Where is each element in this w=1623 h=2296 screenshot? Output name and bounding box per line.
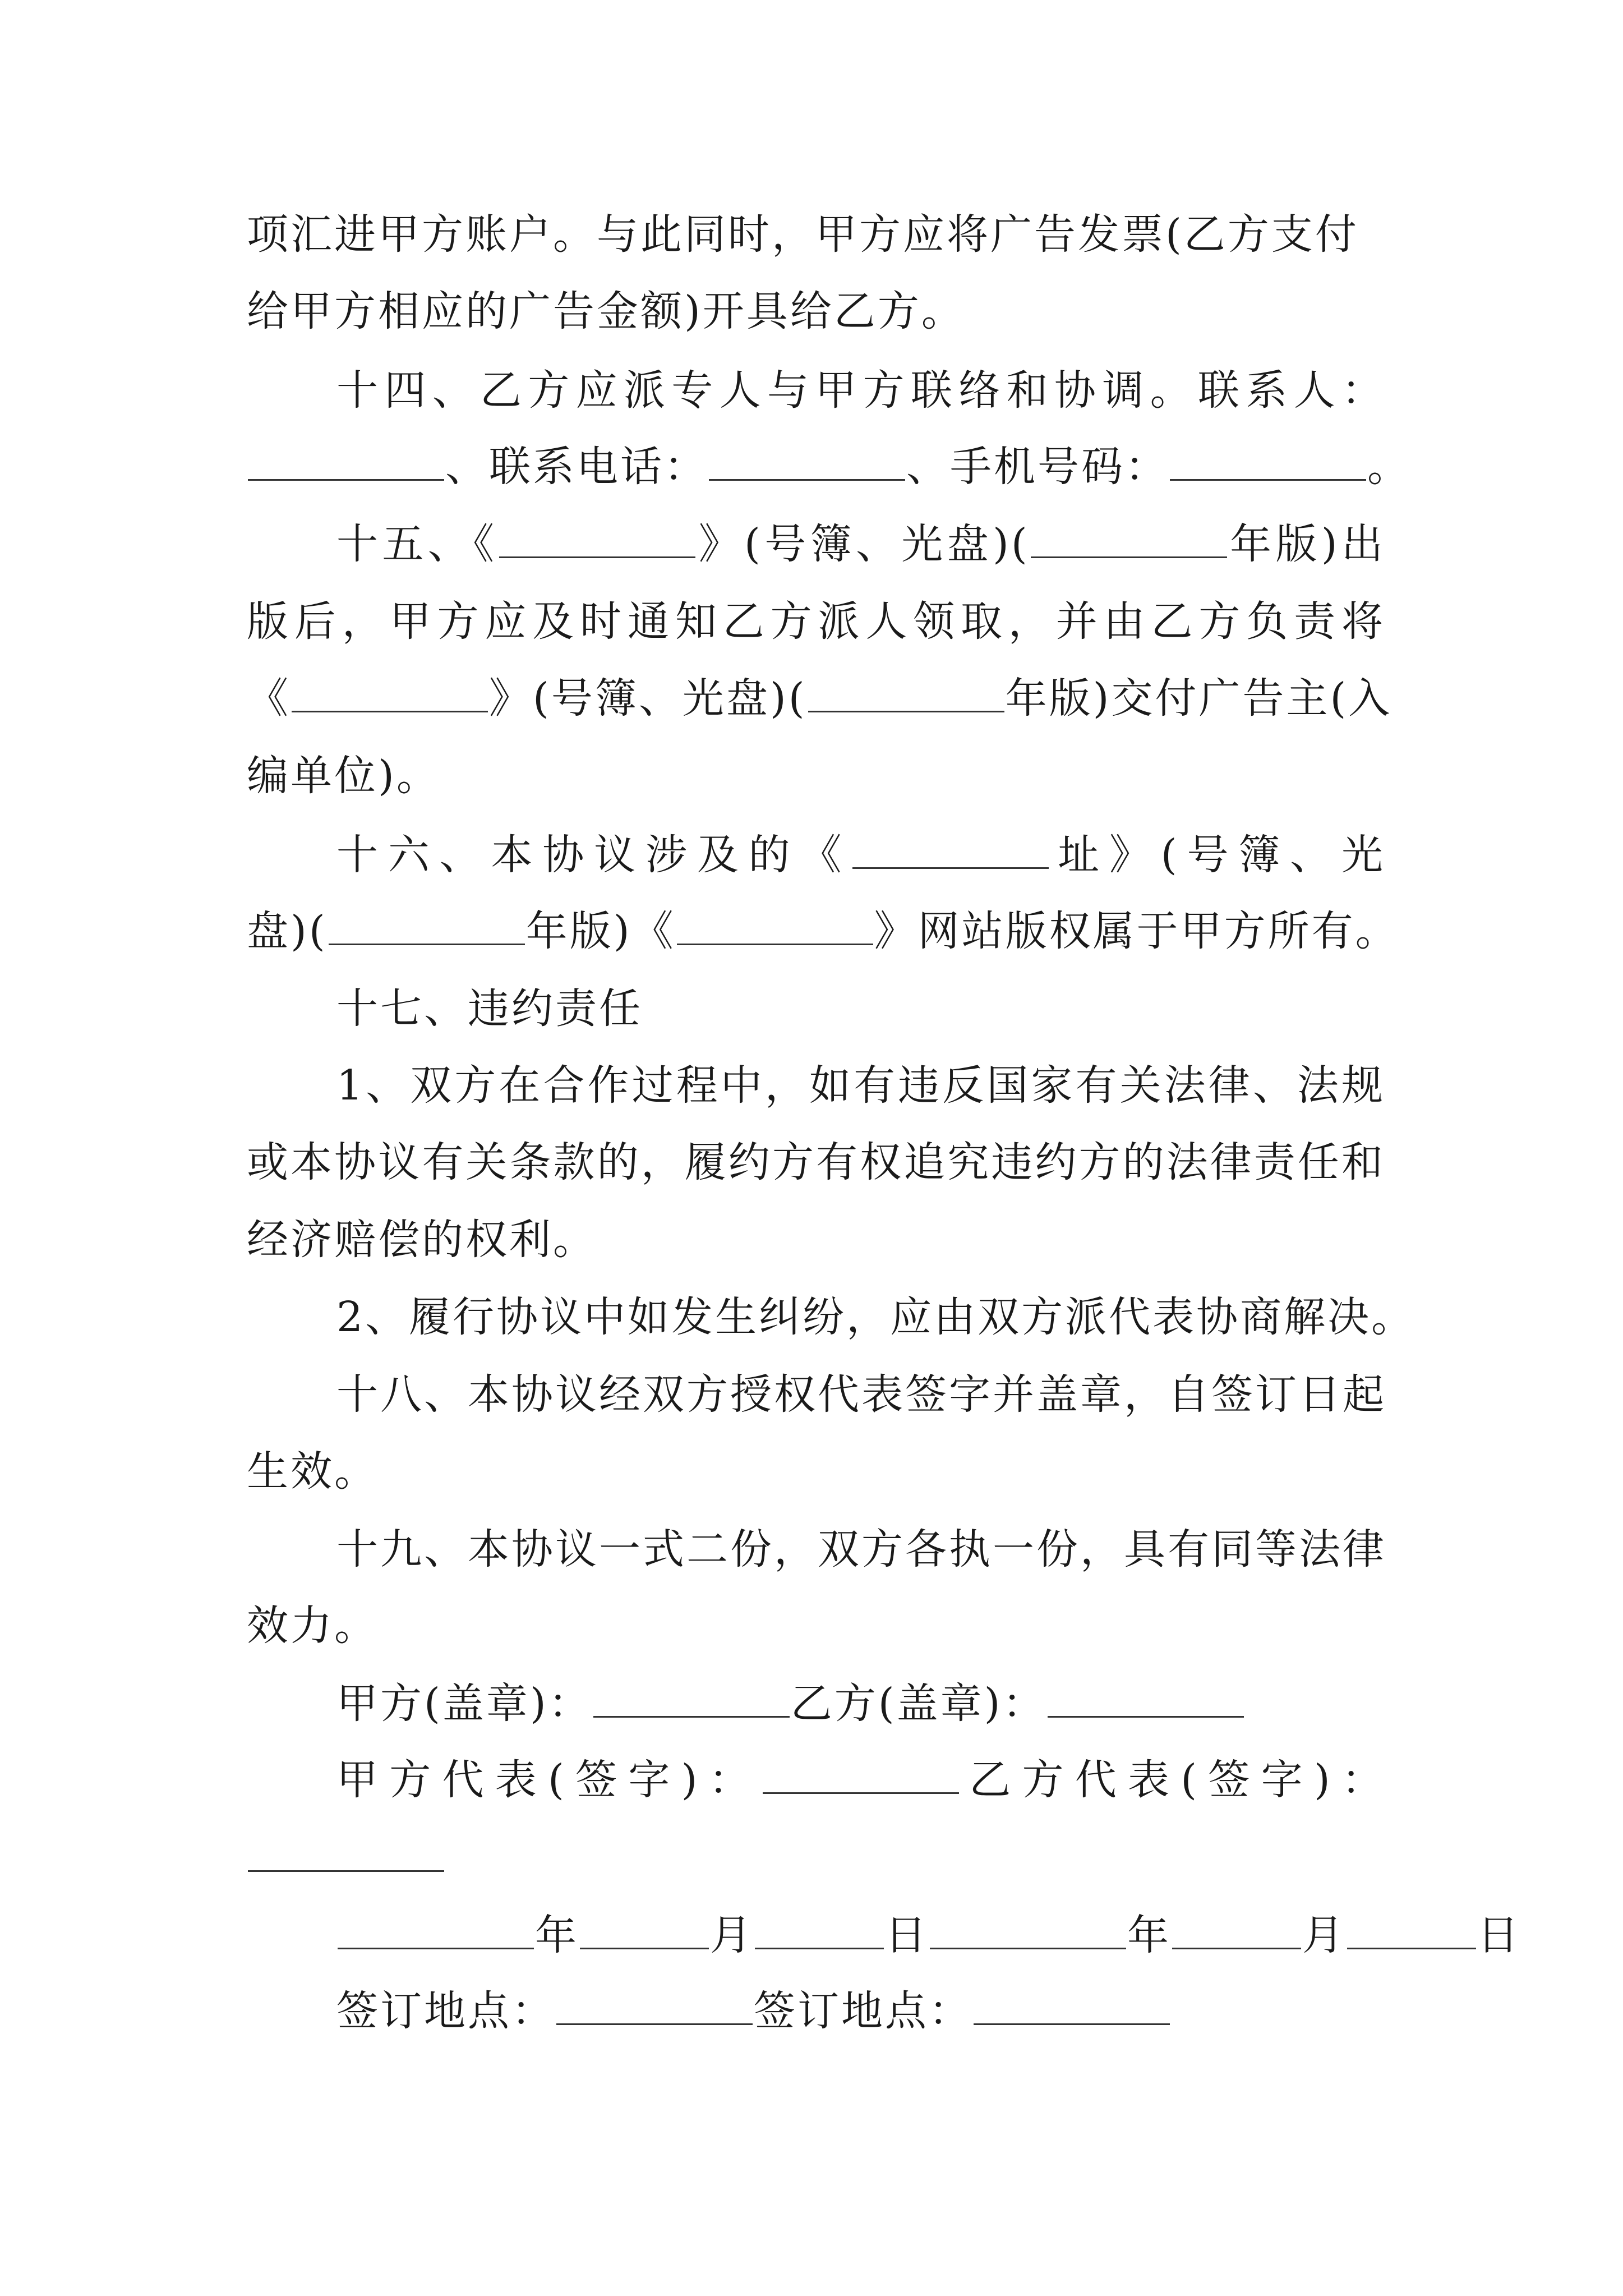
month-label: 月 <box>710 1911 754 1959</box>
party-a-seal-label: 甲方(盖章)： <box>336 1680 592 1728</box>
blank-party-a-seal <box>593 1677 790 1718</box>
text: 址》(号簿、光 <box>1050 831 1385 879</box>
text: 年版)交付广告主(入 <box>1005 674 1393 723</box>
clause-19 <box>336 1521 1385 1577</box>
paragraph-line <box>247 206 1385 263</box>
text: 、手机号码： <box>906 443 1169 491</box>
signing-place-label: 签订地点： <box>336 1987 555 2035</box>
text: 项汇进甲方账户。与此同时，甲方应将广告发票(乙方支付 <box>247 210 1359 259</box>
paragraph-line <box>247 593 1385 650</box>
text: 、联系电话： <box>445 443 708 491</box>
blank-signing-place <box>556 1984 753 2025</box>
paragraph-line <box>247 903 1399 959</box>
signing-place-line <box>336 1983 1385 2039</box>
text: 十四、乙方应派专人与甲方联络和协调。联系人： <box>336 366 1385 415</box>
paragraph-line <box>247 1443 1385 1499</box>
paragraph-line <box>247 748 1385 804</box>
month-label: 月 <box>1302 1911 1346 1959</box>
blank-day <box>1347 1908 1476 1949</box>
clause-14-contacts <box>247 439 1411 495</box>
text: 年版)出 <box>1228 520 1385 568</box>
text: 十八、本协议经双方授权代表签字并盖章，自签订日起 <box>336 1370 1386 1419</box>
blank-signing-place <box>974 1984 1170 2025</box>
text: 生效。 <box>247 1447 378 1496</box>
date-line <box>336 1907 1521 1963</box>
clause-15 <box>336 516 1385 572</box>
text: 《 <box>247 674 291 723</box>
blank-month <box>1172 1908 1301 1949</box>
text: 十七、违约责任 <box>336 984 643 1033</box>
blank-title <box>292 671 488 712</box>
text: 盘)( <box>247 907 328 955</box>
representative-line <box>336 1752 1385 1808</box>
text: 2、履行协议中如发生纠纷，应由双方派代表协商解决。 <box>336 1293 1415 1341</box>
text: 。 <box>1367 443 1411 491</box>
day-label: 日 <box>1477 1911 1521 1959</box>
blank-year <box>1031 517 1227 558</box>
text: 》(号簿、光盘)( <box>697 520 1030 568</box>
paragraph-line <box>247 283 1385 339</box>
clause-18 <box>336 1366 1385 1423</box>
blank-contact-person <box>248 440 444 481</box>
text: 》网站版权属于甲方所有。 <box>874 907 1399 955</box>
text: 经济赔偿的权利。 <box>247 1216 597 1264</box>
party-a-rep-label: 甲方代表(签字)： <box>336 1756 762 1804</box>
paragraph-line <box>336 1057 1385 1114</box>
text: 十五、《 <box>336 520 499 568</box>
seal-line <box>336 1676 1385 1732</box>
signing-place-label: 签订地点： <box>754 1987 972 2035</box>
blank-title <box>852 828 1049 869</box>
day-label: 日 <box>885 1911 929 1959</box>
text: 年版)《 <box>525 907 676 955</box>
representative-blank-line <box>247 1830 1385 1886</box>
paragraph-line <box>247 1134 1385 1190</box>
party-b-seal-label: 乙方(盖章)： <box>790 1680 1046 1728</box>
blank-year <box>930 1908 1126 1949</box>
blank-year <box>338 1908 534 1949</box>
text: 或本协议有关条款的，履约方有权追究违约方的法律责任和 <box>247 1138 1385 1186</box>
paragraph-line <box>247 1212 1385 1268</box>
blank-day <box>755 1908 884 1949</box>
text: 给甲方相应的广告金额)开具给乙方。 <box>247 287 965 335</box>
blank-month <box>580 1908 709 1949</box>
year-label: 年 <box>1127 1911 1171 1959</box>
blank-website <box>677 904 873 945</box>
text: 十九、本协议一式二份，双方各执一份，具有同等法律 <box>336 1525 1386 1573</box>
blank-party-b-rep <box>248 1831 444 1872</box>
paragraph-line <box>336 1289 1415 1345</box>
party-b-rep-label: 乙方代表(签字)： <box>960 1756 1385 1804</box>
paragraph-line <box>247 670 1393 726</box>
text: 》(号簿、光盘)( <box>489 674 807 723</box>
blank-phone <box>709 440 905 481</box>
year-label: 年 <box>535 1911 579 1959</box>
blank-year <box>329 904 525 945</box>
blank-mobile <box>1170 440 1366 481</box>
blank-year <box>808 671 1004 712</box>
text: 十六、本协议涉及的《 <box>336 831 852 879</box>
clause-14 <box>336 362 1385 418</box>
text: 编单位)。 <box>247 752 440 800</box>
blank-party-a-rep <box>763 1753 959 1794</box>
text: 1、双方在合作过程中，如有违反国家有关法律、法规 <box>336 1061 1385 1110</box>
blank-title <box>499 517 695 558</box>
text: 版后，甲方应及时通知乙方派人领取，并由乙方负责将 <box>247 597 1385 646</box>
clause-17-heading <box>336 981 1385 1037</box>
clause-16 <box>336 827 1385 883</box>
blank-party-b-seal <box>1048 1677 1244 1718</box>
text: 效力。 <box>247 1602 378 1650</box>
paragraph-line <box>247 1598 1385 1654</box>
